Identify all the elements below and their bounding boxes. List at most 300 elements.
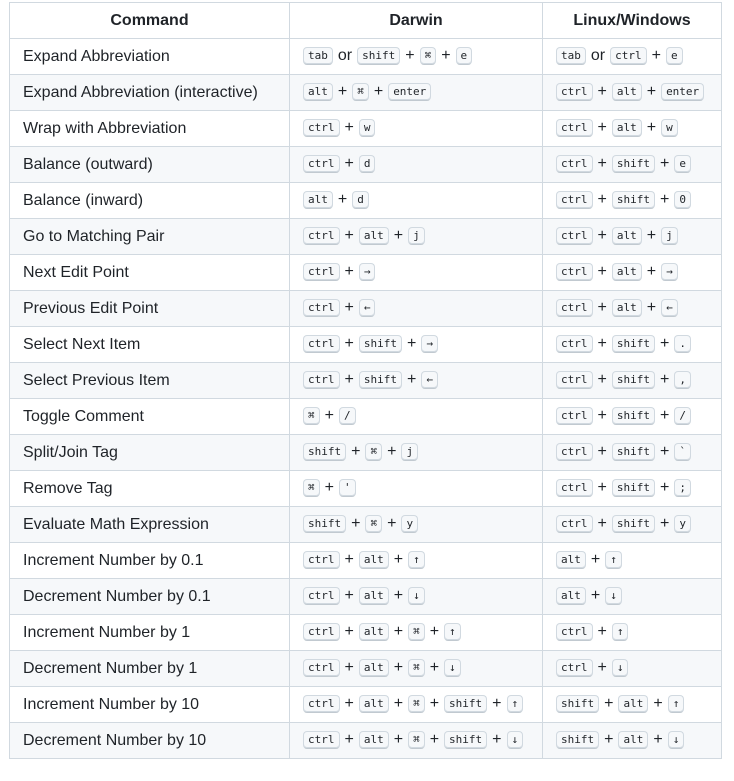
left-arrow-key: ← (359, 299, 376, 317)
table-row (10, 615, 722, 651)
shortcuts-table (9, 2, 722, 759)
darwin-shortcut-cell (290, 507, 543, 543)
darwin-shortcut-cell (290, 327, 543, 363)
plus-separator: + (597, 371, 607, 389)
shift-key: shift (444, 731, 487, 749)
darwin-shortcut-cell (290, 147, 543, 183)
command-key: ⌘ (408, 623, 425, 641)
darwin-shortcut-cell (290, 543, 543, 579)
linux-windows-shortcut-cell (543, 147, 722, 183)
plus-separator: + (597, 263, 607, 281)
linux-windows-shortcut-cell (543, 291, 722, 327)
plus-separator: + (344, 587, 354, 605)
plus-separator: + (344, 227, 354, 245)
plus-separator: + (373, 83, 384, 101)
plus-separator: + (344, 695, 354, 713)
command-key: ⌘ (408, 695, 425, 713)
down-arrow-key: ↓ (444, 659, 461, 677)
command-cell: Expand Abbreviation (interactive) (10, 75, 290, 111)
up-arrow-key: ↑ (612, 623, 629, 641)
ctrl-key: ctrl (556, 191, 593, 209)
plus-separator: + (651, 47, 661, 65)
key-combo (303, 479, 356, 497)
plus-separator: + (597, 335, 607, 353)
command-cell: Increment Number by 10 (10, 687, 290, 723)
plus-separator: + (646, 83, 657, 101)
enter-key: enter (388, 83, 431, 101)
right-arrow-key: → (359, 263, 376, 281)
key-combo (556, 659, 628, 677)
plus-separator: + (597, 479, 607, 497)
linux-windows-shortcut-cell (543, 651, 722, 687)
linux-windows-shortcut-cell (543, 39, 722, 75)
table-row (10, 111, 722, 147)
down-arrow-key: ↓ (612, 659, 629, 677)
plus-separator: + (387, 515, 397, 533)
darwin-shortcut-cell (290, 687, 543, 723)
table-row (10, 147, 722, 183)
darwin-shortcut-cell (290, 399, 543, 435)
up-arrow-key: ↑ (605, 551, 622, 569)
linux-windows-shortcut-cell (543, 219, 722, 255)
plus-separator: + (344, 263, 354, 281)
ctrl-key: ctrl (303, 155, 340, 173)
key-combo (556, 371, 691, 389)
plus-separator: + (659, 155, 670, 173)
table-row (10, 471, 722, 507)
j-key: j (661, 227, 678, 245)
command-key: ⌘ (352, 83, 369, 101)
y-key: y (401, 515, 418, 533)
alt-key: alt (556, 587, 586, 605)
up-arrow-key: ↑ (507, 695, 524, 713)
ctrl-key: ctrl (303, 695, 340, 713)
up-arrow-key: ↑ (444, 623, 461, 641)
plus-separator: + (337, 191, 348, 209)
shift-key: shift (612, 515, 655, 533)
command-cell: Select Next Item (10, 327, 290, 363)
shift-key: shift (612, 479, 655, 497)
ctrl-key: ctrl (303, 263, 340, 281)
plus-separator: + (393, 659, 404, 677)
alt-key: alt (618, 731, 648, 749)
d-key: d (359, 155, 376, 173)
ctrl-key: ctrl (303, 731, 340, 749)
shift-key: shift (556, 695, 599, 713)
plus-separator: + (646, 299, 657, 317)
key-combo (556, 191, 691, 209)
header-row (10, 3, 722, 39)
key-combo (556, 587, 622, 605)
shift-key: shift (612, 371, 655, 389)
command-cell: Decrement Number by 0.1 (10, 579, 290, 615)
key-combo (556, 479, 691, 497)
plus-separator: + (492, 695, 502, 713)
period-key: . (674, 335, 691, 353)
alt-key: alt (618, 695, 648, 713)
plus-separator: + (393, 551, 404, 569)
alt-key: alt (303, 191, 333, 209)
command-cell: Remove Tag (10, 471, 290, 507)
plus-separator: + (324, 407, 334, 425)
plus-separator: + (441, 47, 451, 65)
plus-separator: + (393, 623, 404, 641)
alt-key: alt (612, 227, 642, 245)
command-cell: Wrap with Abbreviation (10, 111, 290, 147)
linux-windows-shortcut-cell (543, 183, 722, 219)
plus-separator: + (405, 47, 415, 65)
plus-separator: + (659, 443, 670, 461)
key-combo (303, 731, 523, 749)
plus-separator: + (393, 587, 404, 605)
command-cell: Evaluate Math Expression (10, 507, 290, 543)
plus-separator: + (351, 443, 361, 461)
plus-separator: + (597, 659, 607, 677)
command-cell: Next Edit Point (10, 255, 290, 291)
darwin-shortcut-cell (290, 723, 543, 759)
table-row (10, 183, 722, 219)
ctrl-key: ctrl (556, 371, 593, 389)
key-combo (556, 551, 622, 569)
linux-windows-shortcut-cell (543, 435, 722, 471)
shift-key: shift (359, 335, 402, 353)
key-combo (556, 299, 678, 317)
plus-separator: + (429, 695, 440, 713)
linux-windows-shortcut-cell (543, 615, 722, 651)
down-arrow-key: ↓ (408, 587, 425, 605)
plus-separator: + (393, 731, 404, 749)
table-row (10, 75, 722, 111)
key-combo (556, 623, 628, 641)
key-combo (303, 695, 523, 713)
ctrl-key: ctrl (303, 587, 340, 605)
key-combo (303, 227, 425, 245)
plus-separator: + (597, 191, 607, 209)
command-key: ⌘ (408, 659, 425, 677)
ctrl-key: ctrl (303, 551, 340, 569)
linux-windows-shortcut-cell (543, 687, 722, 723)
plus-separator: + (406, 371, 417, 389)
command-key: ⌘ (303, 479, 320, 497)
linux-windows-shortcut-cell (543, 255, 722, 291)
key-combo (303, 191, 369, 209)
table-row (10, 435, 722, 471)
plus-separator: + (659, 479, 670, 497)
command-cell: Go to Matching Pair (10, 219, 290, 255)
ctrl-key: ctrl (556, 263, 593, 281)
ctrl-key: ctrl (610, 47, 647, 65)
key-combo (556, 731, 684, 749)
key-combo (303, 83, 431, 101)
table-row (10, 687, 722, 723)
command-cell: Toggle Comment (10, 399, 290, 435)
table-body (10, 39, 722, 759)
key-combo (556, 515, 691, 533)
alt-key: alt (359, 587, 389, 605)
key-combo (357, 47, 472, 65)
plus-separator: + (597, 119, 607, 137)
command-cell: Decrement Number by 10 (10, 723, 290, 759)
j-key: j (408, 227, 425, 245)
command-cell: Decrement Number by 1 (10, 651, 290, 687)
plus-separator: + (429, 731, 440, 749)
down-arrow-key: ↓ (605, 587, 622, 605)
alt-key: alt (612, 263, 642, 281)
shift-key: shift (612, 443, 655, 461)
ctrl-key: ctrl (303, 299, 340, 317)
plus-separator: + (597, 515, 607, 533)
key-combo (610, 47, 682, 65)
key-combo (303, 443, 418, 461)
plus-separator: + (597, 443, 607, 461)
darwin-shortcut-cell (290, 75, 543, 111)
linux-windows-shortcut-cell (543, 579, 722, 615)
j-key: j (401, 443, 418, 461)
shift-key: shift (357, 47, 400, 65)
table-row (10, 399, 722, 435)
darwin-shortcut-cell (290, 615, 543, 651)
key-combo (556, 47, 586, 65)
shift-key: shift (556, 731, 599, 749)
key-combo (303, 155, 375, 173)
alt-key: alt (556, 551, 586, 569)
ctrl-key: ctrl (303, 335, 340, 353)
table-row (10, 255, 722, 291)
command-key: ⌘ (303, 407, 320, 425)
ctrl-key: ctrl (303, 623, 340, 641)
key-combo (556, 443, 691, 461)
darwin-shortcut-cell (290, 219, 543, 255)
key-combo (556, 407, 691, 425)
down-arrow-key: ↓ (507, 731, 524, 749)
plus-separator: + (597, 83, 607, 101)
comma-key: , (674, 371, 691, 389)
command-cell: Balance (inward) (10, 183, 290, 219)
plus-separator: + (597, 623, 607, 641)
up-arrow-key: ↑ (668, 695, 685, 713)
command-cell: Increment Number by 1 (10, 615, 290, 651)
plus-separator: + (646, 119, 657, 137)
linux-windows-shortcut-cell (543, 327, 722, 363)
darwin-shortcut-cell (290, 435, 543, 471)
backtick-key: ` (674, 443, 691, 461)
ctrl-key: ctrl (556, 227, 593, 245)
key-combo (303, 47, 333, 65)
plus-separator: + (646, 227, 657, 245)
plus-separator: + (597, 407, 607, 425)
plus-separator: + (344, 119, 354, 137)
shift-key: shift (612, 335, 655, 353)
ctrl-key: ctrl (303, 227, 340, 245)
table-row (10, 723, 722, 759)
command-cell: Split/Join Tag (10, 435, 290, 471)
alt-key: alt (359, 623, 389, 641)
linux-windows-shortcut-cell (543, 399, 722, 435)
plus-separator: + (344, 335, 354, 353)
plus-separator: + (337, 83, 348, 101)
linux-windows-shortcut-cell (543, 111, 722, 147)
ctrl-key: ctrl (303, 659, 340, 677)
table-row (10, 291, 722, 327)
tab-key: tab (556, 47, 586, 65)
right-arrow-key: → (421, 335, 438, 353)
linux-windows-shortcut-cell (543, 507, 722, 543)
shift-key: shift (303, 515, 346, 533)
ctrl-key: ctrl (556, 299, 593, 317)
or-separator: or (590, 47, 606, 65)
left-arrow-key: ← (421, 371, 438, 389)
plus-separator: + (344, 659, 354, 677)
plus-separator: + (393, 695, 404, 713)
key-combo (303, 335, 438, 353)
key-combo (556, 335, 691, 353)
y-key: y (674, 515, 691, 533)
darwin-shortcut-cell (290, 363, 543, 399)
ctrl-key: ctrl (556, 479, 593, 497)
slash-key: / (339, 407, 356, 425)
d-key: d (352, 191, 369, 209)
0-key: 0 (674, 191, 691, 209)
ctrl-key: ctrl (556, 119, 593, 137)
key-combo (303, 515, 418, 533)
key-combo (556, 119, 678, 137)
ctrl-key: ctrl (556, 623, 593, 641)
alt-key: alt (359, 551, 389, 569)
alt-key: alt (612, 83, 642, 101)
key-combo (303, 299, 375, 317)
plus-separator: + (492, 731, 502, 749)
key-combo (556, 695, 684, 713)
key-combo (303, 407, 356, 425)
darwin-shortcut-cell (290, 651, 543, 687)
darwin-shortcut-cell (290, 183, 543, 219)
e-key: e (674, 155, 691, 173)
darwin-shortcut-cell (290, 291, 543, 327)
plus-separator: + (646, 263, 657, 281)
plus-separator: + (344, 155, 354, 173)
command-cell: Select Previous Item (10, 363, 290, 399)
alt-key: alt (359, 659, 389, 677)
plus-separator: + (659, 371, 670, 389)
plus-separator: + (653, 695, 663, 713)
ctrl-key: ctrl (556, 515, 593, 533)
key-combo (303, 371, 438, 389)
key-combo (303, 623, 461, 641)
plus-separator: + (351, 515, 361, 533)
plus-separator: + (659, 191, 670, 209)
e-key: e (456, 47, 473, 65)
command-key: ⌘ (420, 47, 437, 65)
e-key: e (666, 47, 683, 65)
plus-separator: + (597, 227, 607, 245)
linux-windows-shortcut-cell (543, 471, 722, 507)
plus-separator: + (590, 587, 601, 605)
header-darwin: Darwin (290, 3, 543, 39)
linux-windows-shortcut-cell (543, 543, 722, 579)
shift-key: shift (612, 155, 655, 173)
plus-separator: + (659, 407, 670, 425)
linux-windows-shortcut-cell (543, 363, 722, 399)
header-command: Command (10, 3, 290, 39)
plus-separator: + (604, 695, 614, 713)
left-arrow-key: ← (661, 299, 678, 317)
ctrl-key: ctrl (556, 83, 593, 101)
plus-separator: + (324, 479, 334, 497)
key-combo (556, 263, 678, 281)
slash-key: / (674, 407, 691, 425)
plus-separator: + (597, 299, 607, 317)
ctrl-key: ctrl (556, 443, 593, 461)
darwin-shortcut-cell (290, 111, 543, 147)
alt-key: alt (359, 695, 389, 713)
darwin-shortcut-cell (290, 39, 543, 75)
header-linux-windows: Linux/Windows (543, 3, 722, 39)
command-cell: Previous Edit Point (10, 291, 290, 327)
linux-windows-shortcut-cell (543, 75, 722, 111)
shift-key: shift (303, 443, 346, 461)
plus-separator: + (406, 335, 417, 353)
semicolon-key: ; (674, 479, 691, 497)
command-key: ⌘ (408, 731, 425, 749)
w-key: w (359, 119, 376, 137)
plus-separator: + (429, 659, 440, 677)
alt-key: alt (303, 83, 333, 101)
command-cell: Increment Number by 0.1 (10, 543, 290, 579)
plus-separator: + (344, 623, 354, 641)
plus-separator: + (393, 227, 404, 245)
quote-key: ' (339, 479, 356, 497)
plus-separator: + (604, 731, 614, 749)
darwin-shortcut-cell (290, 255, 543, 291)
key-combo (303, 263, 375, 281)
ctrl-key: ctrl (303, 119, 340, 137)
linux-windows-shortcut-cell (543, 723, 722, 759)
plus-separator: + (653, 731, 663, 749)
key-combo (556, 83, 704, 101)
command-key: ⌘ (365, 515, 382, 533)
key-combo (556, 155, 691, 173)
ctrl-key: ctrl (556, 407, 593, 425)
plus-separator: + (590, 551, 601, 569)
table-row (10, 39, 722, 75)
plus-separator: + (597, 155, 607, 173)
plus-separator: + (344, 551, 354, 569)
ctrl-key: ctrl (556, 659, 593, 677)
table-row (10, 363, 722, 399)
command-cell: Balance (outward) (10, 147, 290, 183)
plus-separator: + (344, 371, 354, 389)
darwin-shortcut-cell (290, 579, 543, 615)
darwin-shortcut-cell (290, 471, 543, 507)
down-arrow-key: ↓ (668, 731, 685, 749)
shift-key: shift (444, 695, 487, 713)
plus-separator: + (659, 515, 670, 533)
command-cell: Expand Abbreviation (10, 39, 290, 75)
shift-key: shift (359, 371, 402, 389)
w-key: w (661, 119, 678, 137)
plus-separator: + (344, 299, 354, 317)
plus-separator: + (429, 623, 440, 641)
key-combo (556, 227, 678, 245)
plus-separator: + (659, 335, 670, 353)
key-combo (303, 551, 425, 569)
alt-key: alt (612, 299, 642, 317)
ctrl-key: ctrl (556, 335, 593, 353)
table-row (10, 219, 722, 255)
table-row (10, 327, 722, 363)
alt-key: alt (359, 227, 389, 245)
plus-separator: + (344, 731, 354, 749)
